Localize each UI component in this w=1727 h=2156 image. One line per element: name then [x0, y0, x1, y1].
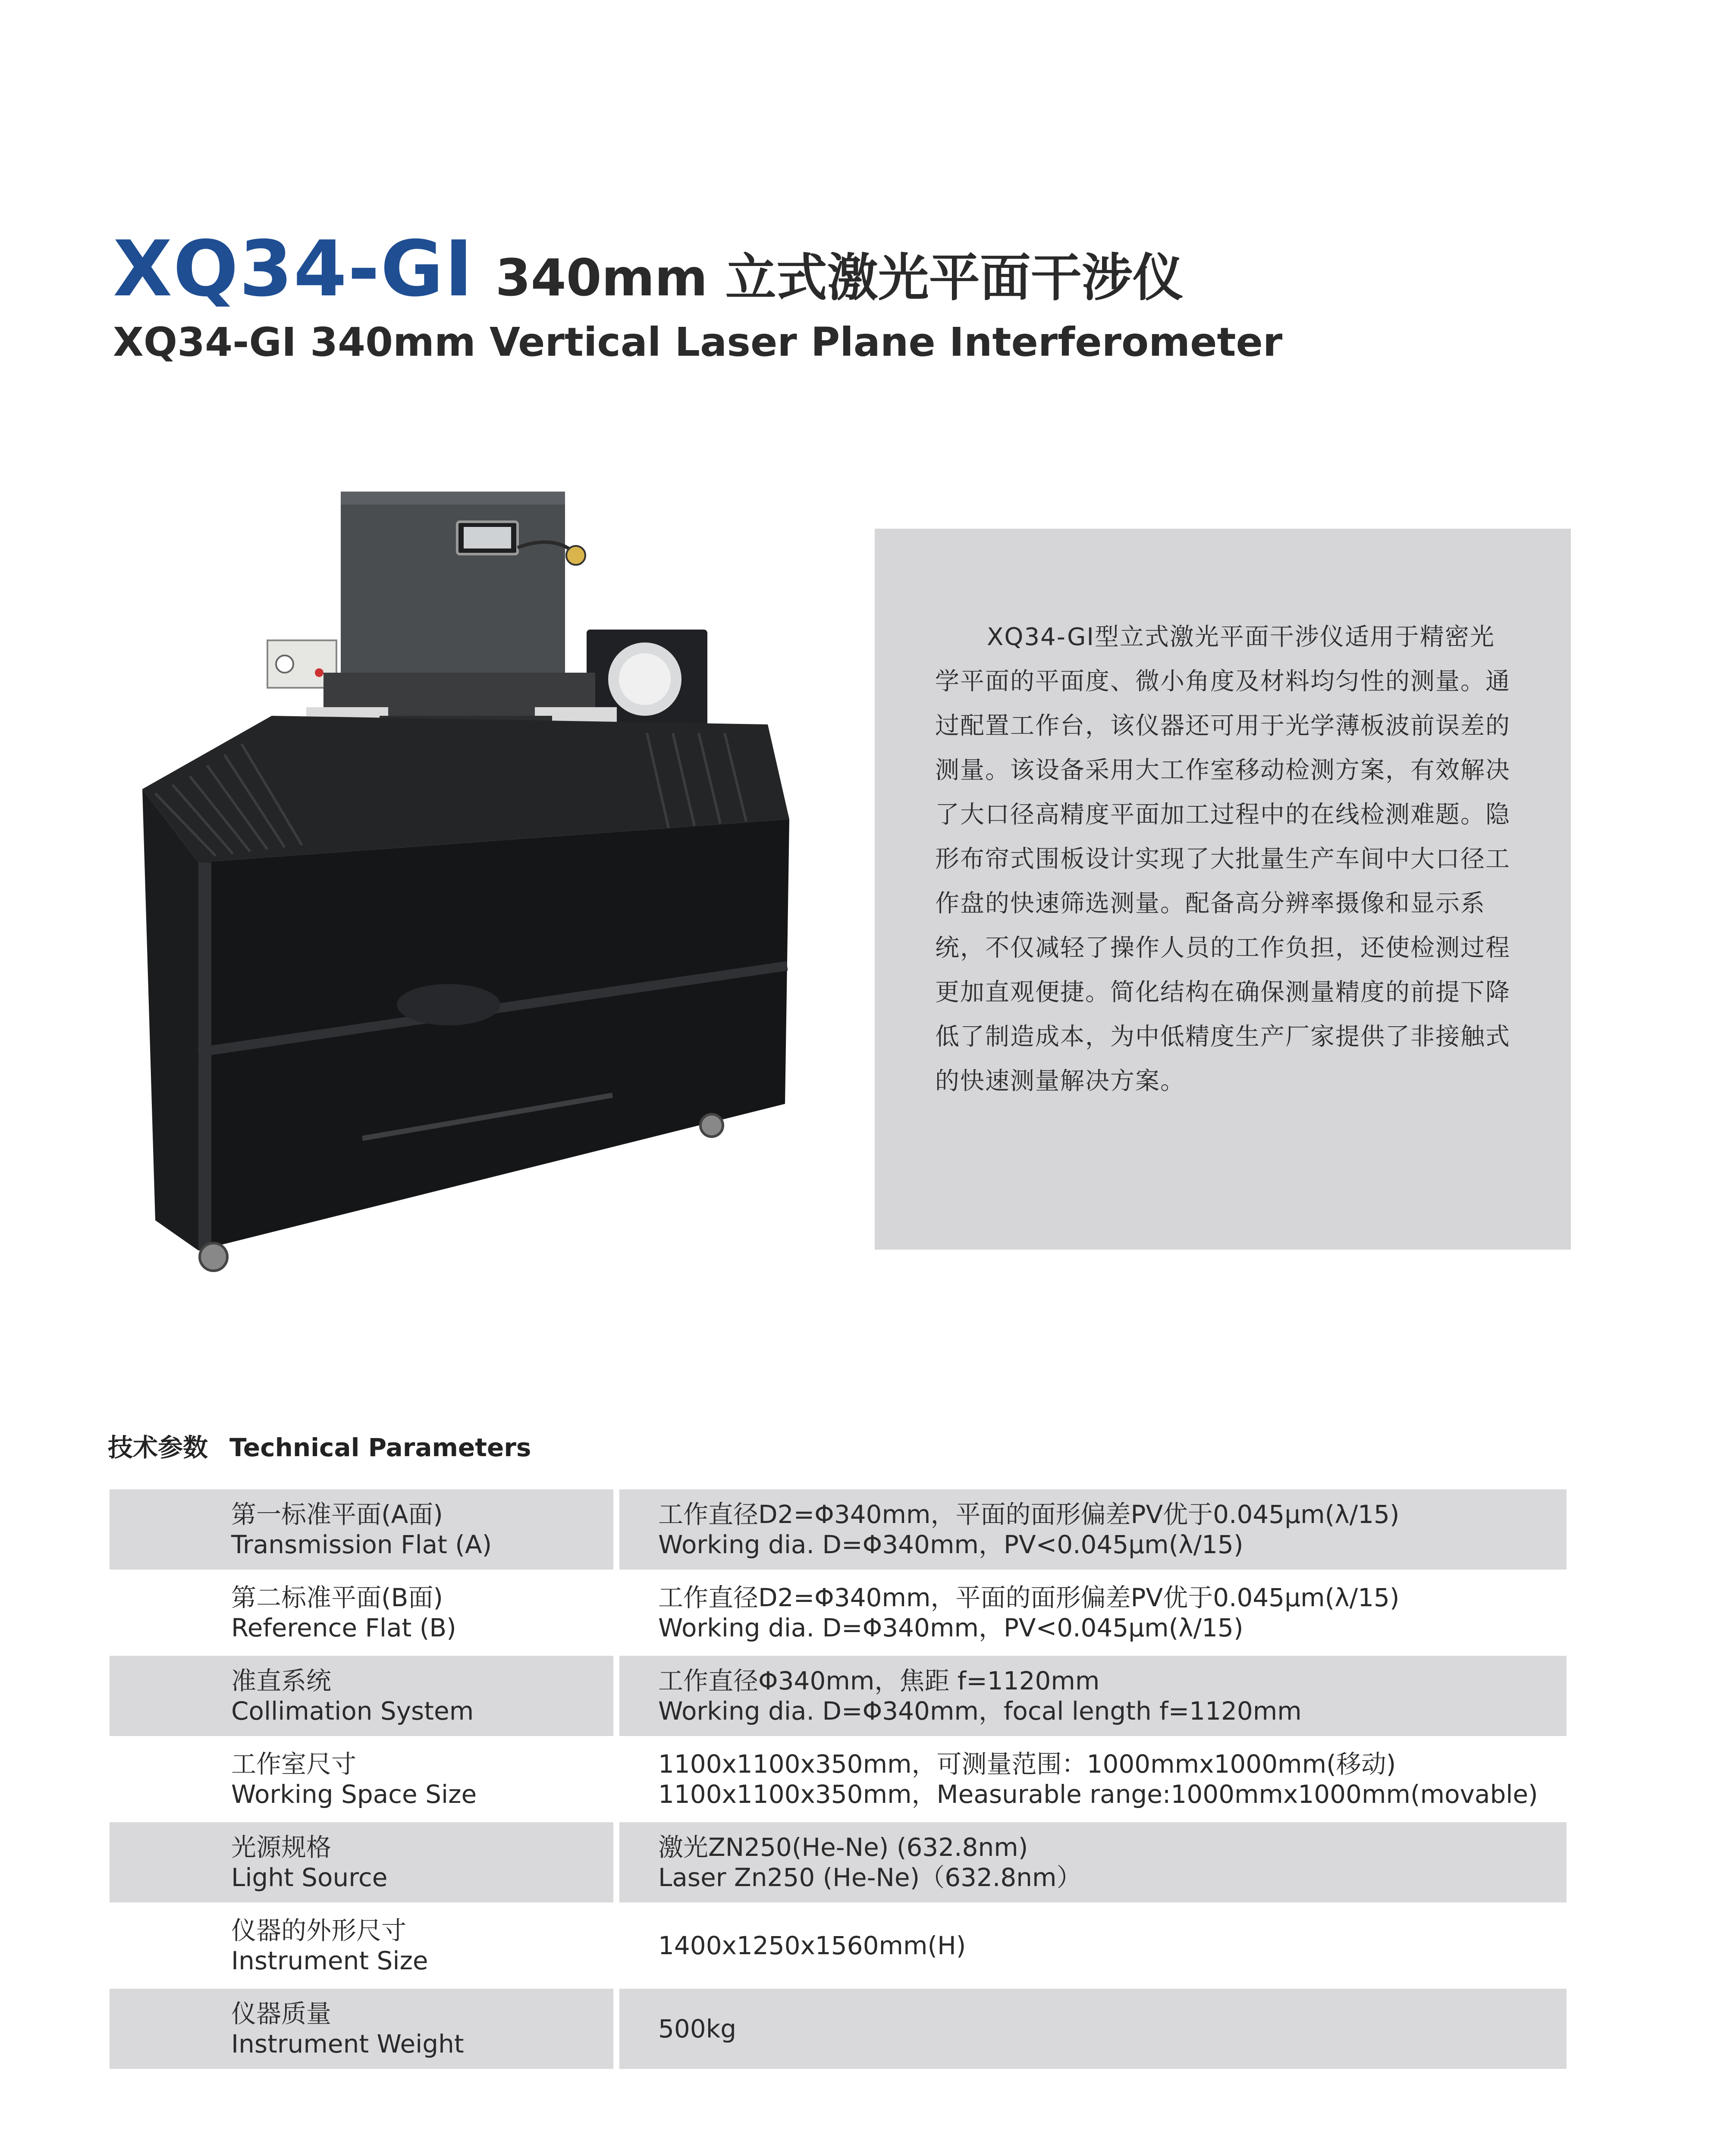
param-value [619, 1905, 1567, 1986]
table-row [110, 1739, 1567, 1822]
table-row [110, 1905, 1567, 1989]
caster-right [700, 1114, 723, 1137]
param-label-cn: 工作室尺寸 [231, 1749, 357, 1779]
title-english: XQ34-GI 340mm Vertical Laser Plane Interferometer [113, 319, 1283, 365]
param-label-cn: 准直系统 [231, 1666, 332, 1695]
param-value-line: 工作直径D2=Φ340mm，平面的面形偏差PV优于0.045μm(λ/15) [658, 1500, 1400, 1529]
param-label [110, 1573, 613, 1653]
param-value-line: Working dia. D=Φ340mm，PV<0.045μm(λ/15) [658, 1613, 1243, 1642]
param-value-line: 工作直径Φ340mm，焦距 f=1120mm [658, 1666, 1100, 1695]
param-label-en: Collimation System [231, 1696, 474, 1726]
table-row [110, 1822, 1567, 1905]
params-heading [108, 1427, 531, 1463]
param-value [619, 1739, 1567, 1819]
param-value [619, 1489, 1567, 1570]
param-label-en: Reference Flat (B) [231, 1613, 456, 1642]
param-label [110, 1989, 613, 2069]
param-label [110, 1489, 613, 1570]
param-label [110, 1739, 613, 1819]
param-value [619, 1989, 1567, 2069]
param-label-en: Working Space Size [231, 1780, 477, 1809]
param-label [110, 1656, 613, 1736]
param-value-line: 1100x1100x350mm，可测量范围：1000mmx1000mm(移动) [658, 1749, 1396, 1779]
param-value-line: 1100x1100x350mm，Measurable range:1000mmx1000mm(movable) [658, 1780, 1538, 1809]
params-heading-cn: 技术参数 [108, 1433, 208, 1462]
param-value-line: Working dia. D=Φ340mm，focal length f=1120mm [658, 1696, 1302, 1726]
param-value-line: Working dia. D=Φ340mm，PV<0.045μm(λ/15) [658, 1530, 1243, 1559]
top-housing [341, 492, 565, 673]
caster-left [200, 1243, 227, 1271]
param-label-cn: 光源规格 [231, 1833, 332, 1862]
table-row [110, 1656, 1567, 1739]
cabinet-body [142, 789, 198, 1250]
title-chinese: 340mm 立式激光平面干涉仪 [495, 248, 1184, 307]
param-label-en: Transmission Flat (A) [231, 1530, 492, 1559]
params-heading-en: Technical Parameters [229, 1433, 531, 1462]
param-value-line: 激光ZN250(He-Ne) (632.8nm) [658, 1833, 1028, 1862]
product-photo [138, 492, 811, 1276]
param-label-en: Instrument Weight [231, 2029, 464, 2059]
param-value-line: Laser Zn250 (He-Ne)（632.8nm） [658, 1863, 1082, 1892]
param-label-en: Light Source [231, 1863, 388, 1892]
param-value [619, 1656, 1567, 1736]
param-label-cn: 仪器的外形尺寸 [231, 1916, 407, 1945]
page-title [113, 224, 1184, 313]
param-label-cn: 第二标准平面(B面) [231, 1583, 443, 1612]
params-table [110, 1489, 1567, 2072]
param-label-cn: 仪器质量 [231, 1999, 332, 2028]
param-value-line: 500kg [658, 2014, 737, 2043]
table-row [110, 1489, 1567, 1573]
param-label-cn: 第一标准平面(A面) [231, 1500, 443, 1529]
param-value-line: 1400x1250x1560mm(H) [658, 1931, 966, 1960]
param-value [619, 1822, 1567, 1902]
param-value [619, 1573, 1567, 1653]
param-label-en: Instrument Size [231, 1946, 428, 1975]
description-box [875, 529, 1571, 1250]
table-row [110, 1989, 1567, 2072]
param-label [110, 1822, 613, 1902]
param-label [110, 1905, 613, 1986]
table-row [110, 1573, 1567, 1656]
param-value-line: 工作直径D2=Φ340mm，平面的面形偏差PV优于0.045μm(λ/15) [658, 1583, 1400, 1612]
model-number: XQ34-GI [113, 224, 474, 313]
description-text: XQ34-GI型立式激光平面干涉仪适用于精密光学平面的平面度、微小角度及材料均匀性的测量。通过配置工作台，该仪器还可用于光学薄板波前误差的测量。该设备采用大工作室移动检测方案，有效解决了大口径高精度平面加工过程中的在线检测难题。隐形布帘式围板设计实现了大批量生产车间中大口径工作盘的快速筛选测量。配备高分辨率摄像和显示系统，不仅减轻了操作人员的工作负担，还使检测过程更加直观便捷。简化结构在确保测量精度的前提下降低了制造成本，为中低精度生产厂家提供了非接触式的快速测量解决方案。 [935, 623, 1510, 1095]
